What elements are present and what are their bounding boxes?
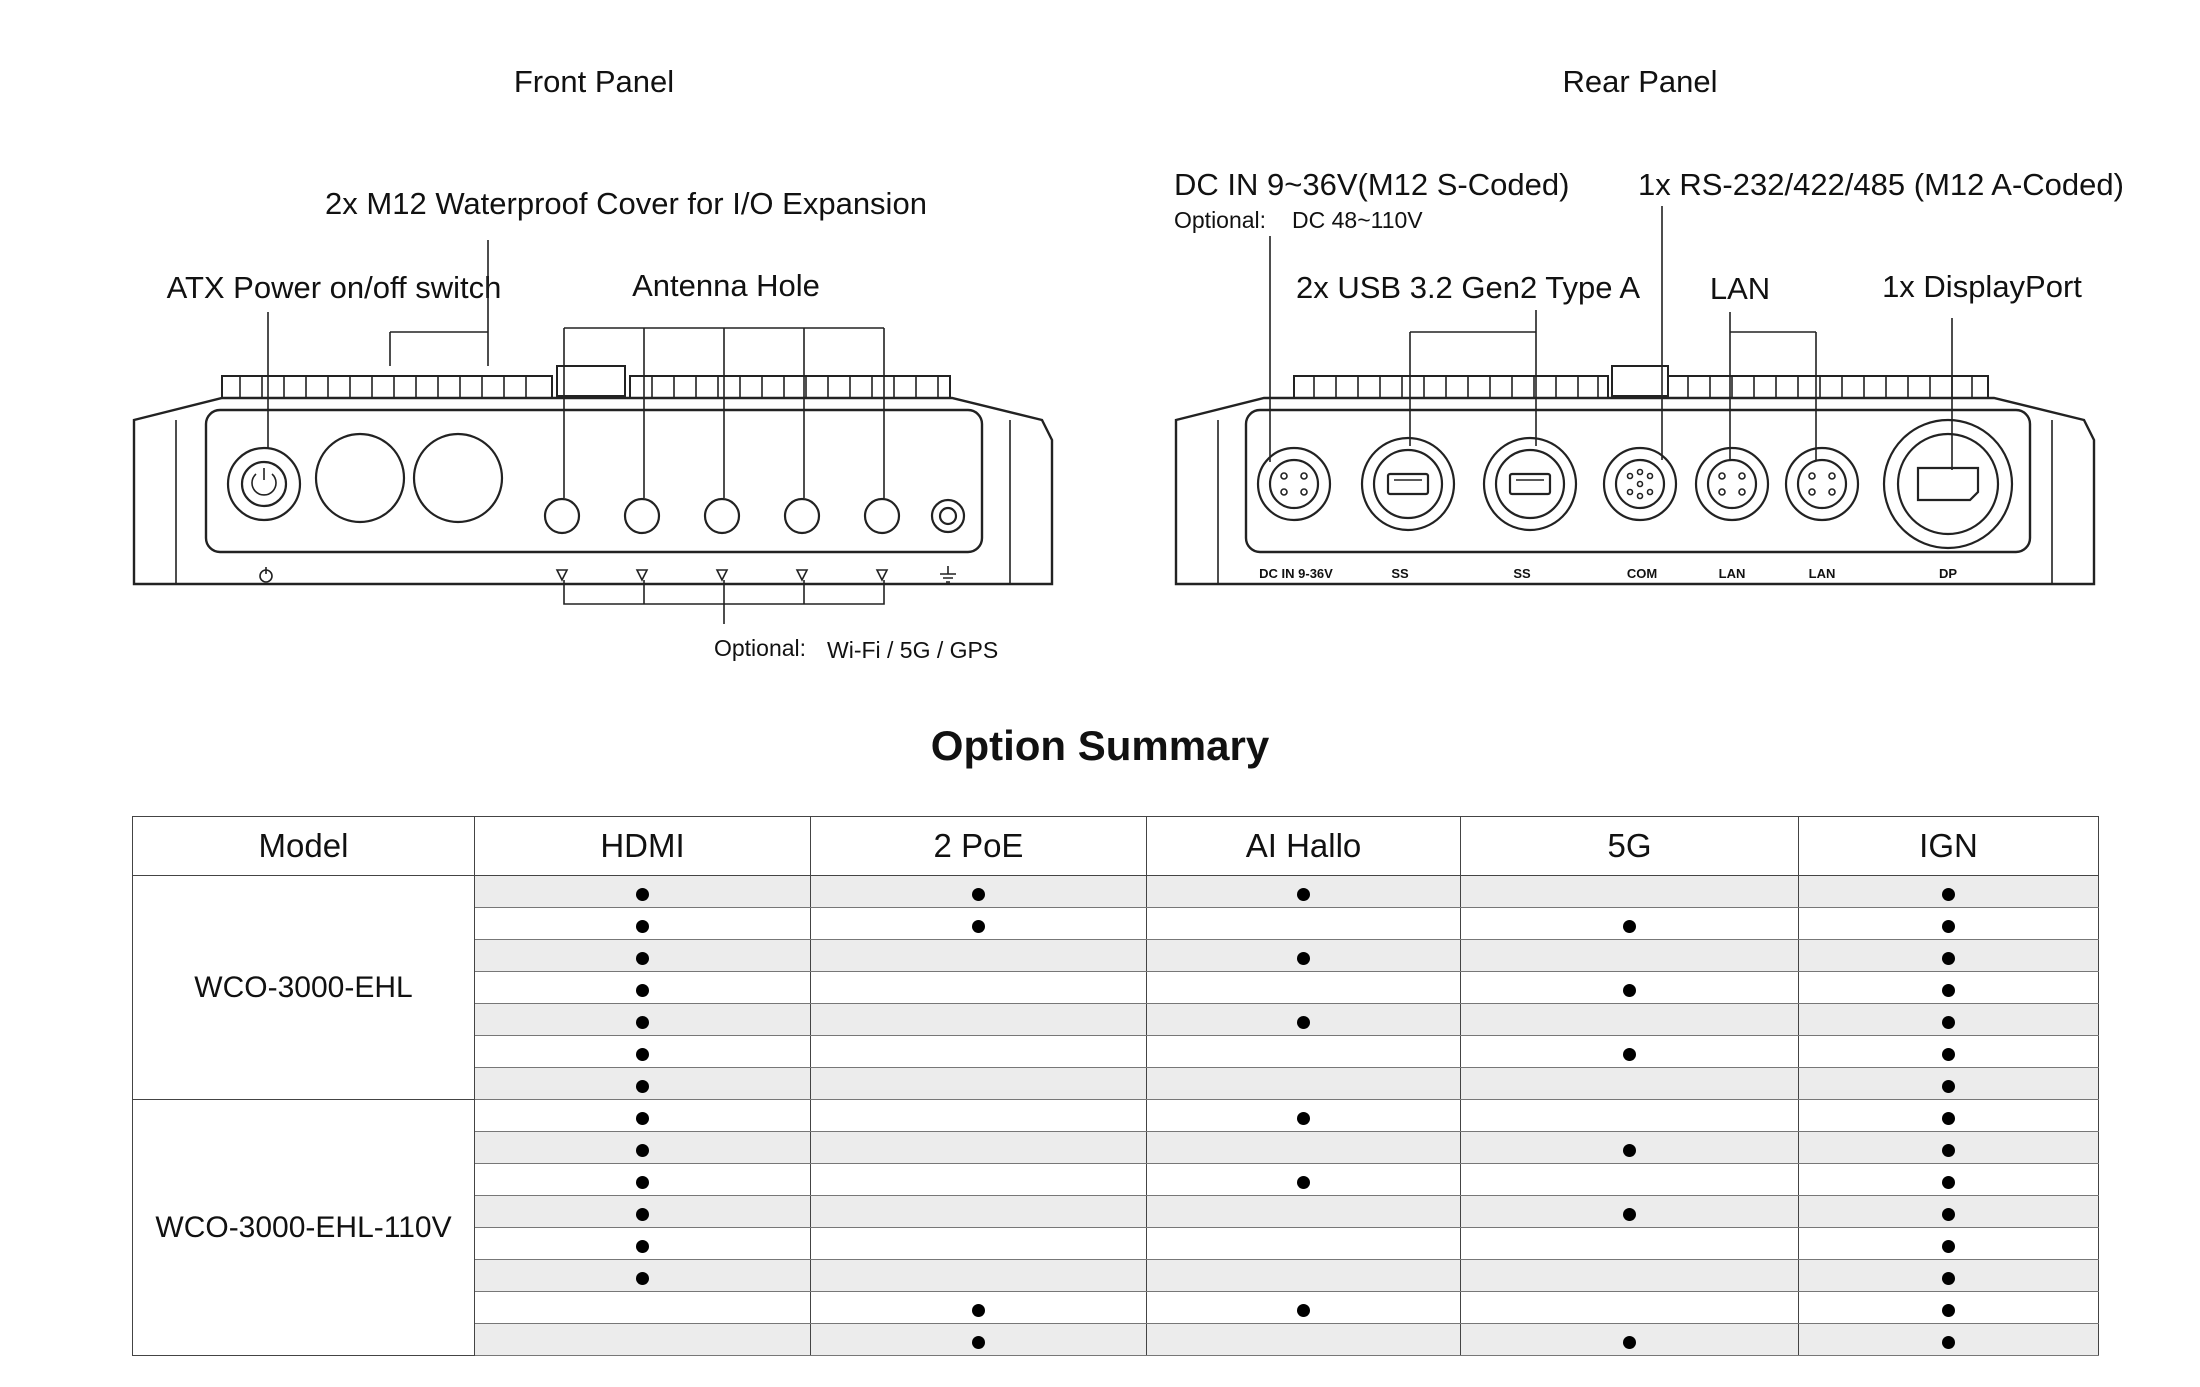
option-cell [1461,876,1799,908]
option-cell [811,1196,1147,1228]
option-cell [811,1164,1147,1196]
option-dot [1942,984,1955,997]
option-cell [811,876,1147,908]
option-cell [1147,1292,1461,1324]
lan-label: LAN [1709,271,1771,306]
option-dot [1942,1304,1955,1317]
option-cell [1799,908,2099,940]
option-cell [1461,1292,1799,1324]
option-summary-table [132,816,2099,1356]
option-cell [475,1324,811,1356]
option-dot [636,1048,649,1061]
usb-port-2 [1484,438,1576,530]
option-cell [1147,908,1461,940]
lan-connector-1 [1696,448,1768,520]
header-ign: IGN [1799,817,2099,876]
mark-lan-2: LAN [1808,566,1836,581]
option-dot [1623,1208,1636,1221]
front-panel [134,64,1052,663]
option-cell [1799,940,2099,972]
option-cell [1799,1260,2099,1292]
rear-cooling-fins [1294,366,1988,400]
option-cell [1147,1036,1461,1068]
option-cell [811,972,1147,1004]
option-dot [1942,1048,1955,1061]
rear-panel-title: Rear Panel [1562,64,1718,99]
option-cell [1461,1260,1799,1292]
option-dot [972,1336,985,1349]
model-cell: WCO-3000-EHL-110V [133,1100,475,1356]
table-row [133,876,2099,908]
dc-optional-prefix: Optional: [1174,207,1267,233]
option-dot [636,952,649,965]
table-body [133,876,2099,1356]
option-cell [1461,972,1799,1004]
front-cooling-fins [222,366,950,400]
option-dot [1942,920,1955,933]
option-cell [475,908,811,940]
option-dot [1623,1048,1636,1061]
option-dot [1297,1304,1310,1317]
option-cell [1799,1324,2099,1356]
option-cell [811,1068,1147,1100]
option-cell [1799,972,2099,1004]
option-cell [475,1260,811,1292]
option-cell [1147,972,1461,1004]
option-cell [1147,876,1461,908]
mark-usb-2: SS [1513,566,1531,581]
mark-com: COM [1626,566,1658,581]
option-dot [1297,1176,1310,1189]
option-cell [811,1132,1147,1164]
option-cell [475,1228,811,1260]
option-cell [1147,1324,1461,1356]
option-cell [811,1260,1147,1292]
option-dot [636,1016,649,1029]
rear-panel [1174,64,2124,584]
option-cell [475,1132,811,1164]
option-cell [1147,1164,1461,1196]
option-dot [1623,1144,1636,1157]
option-cell [1461,1004,1799,1036]
option-cell [1799,1004,2099,1036]
option-cell [1799,1164,2099,1196]
header-model: Model [133,817,475,876]
option-cell [475,1196,811,1228]
mark-dc-in: DC IN 9-36V [1259,566,1333,581]
com-port-label: 1x RS-232/422/485 (M12 A-Coded) [1638,167,2124,202]
option-cell [1461,908,1799,940]
header-2-poe: 2 PoE [811,817,1147,876]
option-cell [1461,1100,1799,1132]
option-cell [475,1292,811,1324]
option-dot [1942,1080,1955,1093]
option-dot [636,1144,649,1157]
option-cell [1799,1196,2099,1228]
option-cell [1461,1196,1799,1228]
dc-optional-value: DC 48~110V [1292,207,1423,233]
option-cell [1461,1228,1799,1260]
option-dot [1623,1336,1636,1349]
antenna-optional-prefix: Optional: [713,635,807,661]
option-dot [636,1240,649,1253]
option-cell [1147,1260,1461,1292]
antenna-optional-value: Wi-Fi / 5G / GPS [827,637,999,663]
dc-in-connector [1258,448,1330,520]
option-dot [972,888,985,901]
usb-label: 2x USB 3.2 Gen2 Type A [1296,270,1641,305]
option-cell [1147,1068,1461,1100]
option-cell [1461,1036,1799,1068]
option-cell [1461,940,1799,972]
option-cell [475,876,811,908]
option-cell [475,1100,811,1132]
option-cell [811,1324,1147,1356]
header-5g: 5G [1461,817,1799,876]
power-button [228,448,300,520]
option-dot [1623,984,1636,997]
option-cell [1461,1068,1799,1100]
antenna-hole-label: Antenna Hole [632,268,820,303]
option-cell [811,1036,1147,1068]
option-cell [1799,1132,2099,1164]
option-cell [1461,1164,1799,1196]
option-dot [1297,952,1310,965]
option-dot [1297,1016,1310,1029]
table-header-row [133,817,2099,876]
option-cell [811,1292,1147,1324]
option-dot [1942,888,1955,901]
header-ai-hallo: AI Hallo [1147,817,1461,876]
option-cell [1147,940,1461,972]
option-cell [811,1100,1147,1132]
option-cell [1799,876,2099,908]
option-cell [475,1036,811,1068]
displayport-label: 1x DisplayPort [1882,269,2082,304]
option-dot [636,1080,649,1093]
option-cell [1799,1100,2099,1132]
option-cell [811,908,1147,940]
option-dot [1942,1016,1955,1029]
option-cell [1147,1132,1461,1164]
option-dot [636,984,649,997]
option-cell [1799,1228,2099,1260]
option-cell [1461,1132,1799,1164]
com-connector [1604,448,1676,520]
option-cell [475,1004,811,1036]
option-dot [636,1208,649,1221]
option-cell [475,940,811,972]
lan-connector-2 [1786,448,1858,520]
table-row [133,1100,2099,1132]
option-dot [1942,1176,1955,1189]
usb-port-1 [1362,438,1454,530]
option-cell [475,972,811,1004]
option-cell [475,1164,811,1196]
model-cell: WCO-3000-EHL [133,876,475,1100]
displayport-connector [1884,420,2012,548]
mark-dp: DP [1938,566,1958,581]
option-cell [811,940,1147,972]
mark-usb-1: SS [1391,566,1409,581]
dc-in-label: DC IN 9~36V(M12 S-Coded) [1174,167,1570,202]
expansion-label: 2x M12 Waterproof Cover for I/O Expansion [325,186,927,221]
option-dot [972,1304,985,1317]
option-cell [1147,1196,1461,1228]
option-dot [636,920,649,933]
option-dot [636,1176,649,1189]
option-dot [1942,1144,1955,1157]
option-dot [1942,952,1955,965]
option-dot [1297,1112,1310,1125]
front-panel-title: Front Panel [513,64,675,99]
option-dot [1942,1208,1955,1221]
m12-cover-2 [414,434,502,522]
option-cell [1147,1004,1461,1036]
option-cell [1147,1228,1461,1260]
option-dot [972,920,985,933]
option-cell [1799,1068,2099,1100]
option-dot [1942,1112,1955,1125]
option-dot [1942,1336,1955,1349]
header-hdmi: HDMI [475,817,811,876]
option-cell [1461,1324,1799,1356]
option-cell [475,1068,811,1100]
ground-screw [932,500,964,532]
option-dot [1297,888,1310,901]
option-dot [636,1112,649,1125]
option-dot [1623,920,1636,933]
summary-title: Option Summary [930,722,1270,769]
power-switch-label: ATX Power on/off switch [166,270,502,305]
option-cell [1147,1100,1461,1132]
option-dot [636,888,649,901]
option-dot [636,1272,649,1285]
option-dot [1942,1240,1955,1253]
option-cell [811,1004,1147,1036]
option-cell [1799,1036,2099,1068]
option-dot [1942,1272,1955,1285]
mark-lan-1: LAN [1718,566,1746,581]
m12-cover-1 [316,434,404,522]
option-cell [811,1228,1147,1260]
option-cell [1799,1292,2099,1324]
